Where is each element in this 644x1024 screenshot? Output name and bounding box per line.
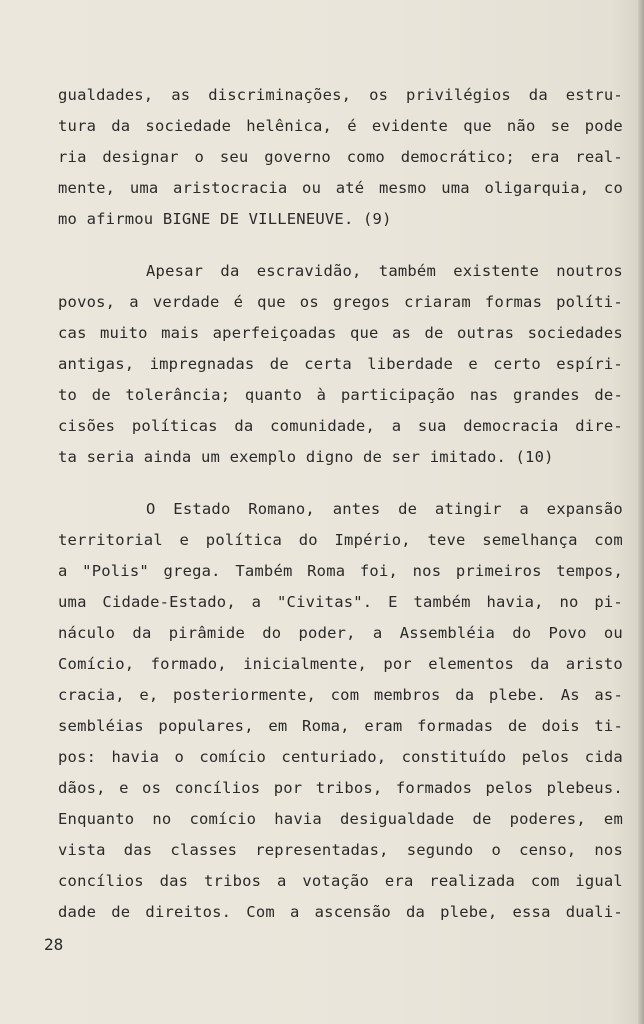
body-text <box>58 80 623 928</box>
paragraph-3-line-7: cracia, e, posteriormente, com membros da plebe. As as- <box>58 686 623 704</box>
paragraph-1-line-4: mente, uma aristocracia ou até mesmo uma oligarquia, co <box>58 179 623 197</box>
paragraph-1-line-2: tura da sociedade helênica, é evidente que não se pode <box>58 117 623 135</box>
paragraph-2-line-3: cas muito mais aperfeiçoadas que as de outras sociedades <box>58 324 623 342</box>
page-edge-shadow <box>638 0 644 1024</box>
paragraph-2-line-4: antigas, impregnadas de certa liberdade e certo espíri- <box>58 355 623 373</box>
paragraph-3-line-1: O Estado Romano, antes de atingir a expansão <box>146 500 623 518</box>
paragraph-1-line-3: ria designar o seu governo como democrático; era real- <box>58 148 623 166</box>
paragraph-2-line-6: cisões políticas da comunidade, a sua democracia dire- <box>58 417 623 435</box>
paragraph-3-line-10: dãos, e os concílios por tribos, formados pelos plebeus. <box>58 779 623 797</box>
paragraph-3-line-4: uma Cidade-Estado, a "Civitas". E também havia, no pi- <box>58 593 623 611</box>
paragraph-3-line-12: vista das classes representadas, segundo o censo, nos <box>58 841 623 859</box>
paragraph-1-line-5: mo afirmou BIGNE DE VILLENEUVE. (9) <box>58 210 392 228</box>
paragraph-2-line-2: povos, a verdade é que os gregos criaram formas políti- <box>58 293 623 311</box>
page-number: 28 <box>44 935 64 954</box>
paragraph-3-line-6: Comício, formado, inicialmente, por elementos da aristo <box>58 655 623 673</box>
paragraph-3-line-13: concílios das tribos a votação era realizada com igual <box>58 872 623 890</box>
paragraph-3-line-9: pos: havia o comício centuriado, constituído pelos cida <box>58 748 623 766</box>
paragraph-2-line-1: Apesar da escravidão, também existente noutros <box>146 262 623 280</box>
paragraph-3-line-14: dade de direitos. Com a ascensão da plebe, essa duali- <box>58 903 623 921</box>
paragraph-3-line-11: Enquanto no comício havia desigualdade de poderes, em <box>58 810 623 828</box>
paragraph-3-line-3: a "Polis" grega. Também Roma foi, nos primeiros tempos, <box>58 562 623 580</box>
paragraph-3-line-2: territorial e política do Império, teve semelhança com <box>58 531 623 549</box>
paragraph-2-line-5: to de tolerância; quanto à participação nas grandes de- <box>58 386 623 404</box>
paragraph-3-line-5: náculo da pirâmide do poder, a Assembléia do Povo ou <box>58 624 623 642</box>
paragraph-2-line-7: ta seria ainda um exemplo digno de ser imitado. (10) <box>58 448 554 466</box>
paragraph-1-line-1: gualdades, as discriminações, os privilégios da estru- <box>58 86 623 104</box>
paragraph-3-line-8: sembléias populares, em Roma, eram formadas de dois ti- <box>58 717 623 735</box>
